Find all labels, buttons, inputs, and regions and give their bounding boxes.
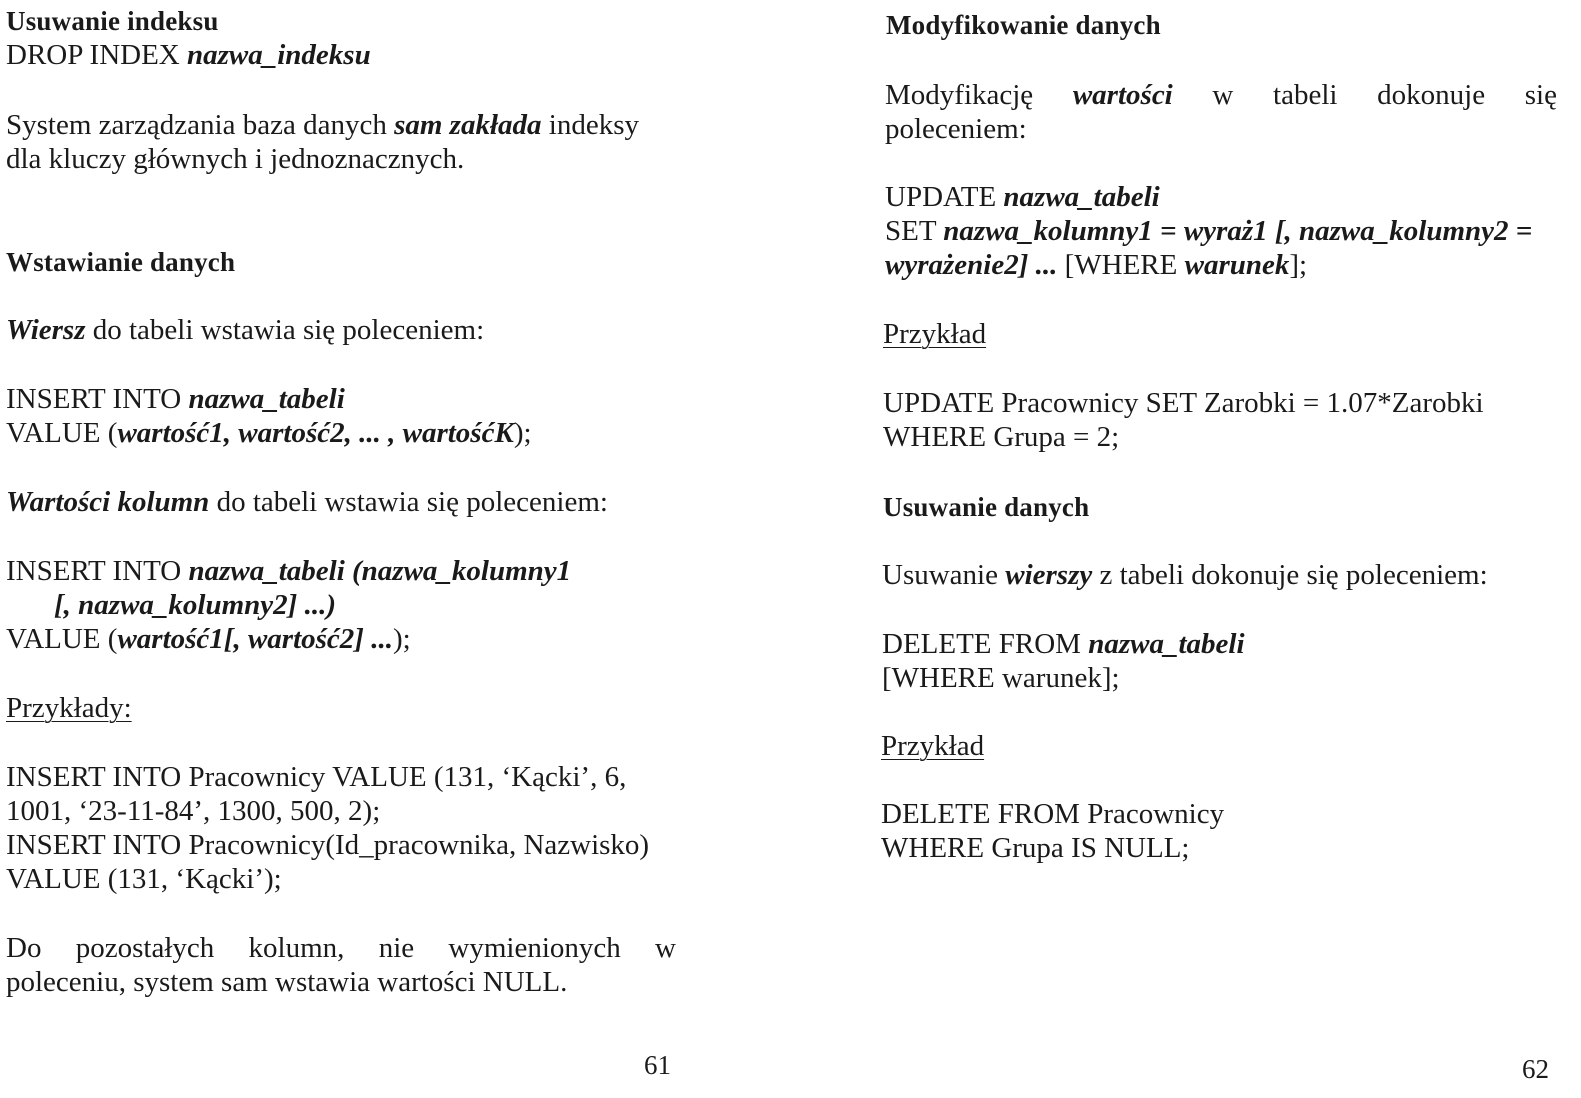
drop-index-heading: Usuwanie indeksu (6, 6, 219, 36)
update-intro-word: się (1524, 79, 1557, 111)
note-word: nie (378, 932, 415, 964)
insert-row-intro (6, 313, 484, 347)
insert-cols-args: nazwa_tabeli (nazwa_kolumny1 (188, 555, 572, 587)
insert-note-line2: poleceniu, system sam wstawia wartości NULL. (6, 966, 568, 998)
update-intro-word: w (1212, 79, 1234, 111)
update-table-arg: nazwa_tabeli (1003, 181, 1160, 213)
value-cols-keyword: VALUE ( (6, 623, 118, 655)
drop-index-keyword: DROP INDEX (6, 39, 187, 71)
drop-index-argument: nazwa_indeksu (186, 39, 371, 71)
update-intro-word: tabeli (1273, 79, 1338, 111)
delete-syntax-line2: [WHERE warunek]; (882, 662, 1120, 694)
delete-intro-a: Usuwanie (882, 559, 1006, 591)
update-intro-word: dokonuje (1377, 79, 1486, 111)
auto-index-line1 (6, 108, 639, 142)
delete-example-line2: WHERE Grupa IS NULL; (881, 832, 1190, 864)
update-intro-line1 (885, 78, 1557, 112)
update-intro-emphasis: wartości (1072, 79, 1173, 111)
note-word: pozostałych (75, 932, 215, 964)
set-args-cont: wyrażenie2] ... (885, 249, 1058, 281)
update-example-line2: WHERE Grupa = 2; (883, 421, 1120, 453)
insert-examples-label: Przykłady: (6, 692, 132, 724)
insert-row-text: do tabeli wstawia się poleceniem: (85, 314, 485, 346)
note-word: Do (6, 932, 42, 964)
value-cols-end: ); (392, 623, 411, 655)
update-heading: Modyfikowanie danych (886, 10, 1161, 40)
insert-cols-text: do tabeli wstawia się poleceniem: (209, 486, 608, 518)
page-number-left: 61 (644, 1050, 671, 1080)
insert-example-line2: 1001, ‘23-11-84’, 1300, 500, 2); (6, 795, 381, 827)
value-cols-args: wartość1[, wartość2] ... (117, 623, 393, 655)
insert-table-arg: nazwa_tabeli (188, 383, 345, 415)
delete-example-line1: DELETE FROM Pracownicy (881, 798, 1225, 830)
insert-syntax-line2 (6, 416, 532, 450)
delete-intro-c: z tabeli dokonuje się poleceniem: (1092, 559, 1488, 591)
insert-example-line1: INSERT INTO Pracownicy VALUE (131, ‘Kącki’, 6, (6, 761, 627, 793)
update-syntax-line3 (885, 248, 1307, 282)
insert-example-line3: INSERT INTO Pracownicy(Id_pracownika, Nazwisko) (6, 829, 650, 861)
insert-note-line1 (6, 931, 676, 965)
insert-example-line4: VALUE (131, ‘Kącki’); (6, 863, 282, 895)
delete-intro-emphasis: wierszy (1005, 559, 1093, 591)
note-word: w (655, 932, 676, 964)
value-end: ); (513, 417, 532, 449)
where-keyword: [WHERE (1057, 249, 1185, 281)
update-keyword: UPDATE (885, 181, 1004, 213)
where-arg: warunek (1184, 249, 1290, 281)
insert-cols-emphasis: Wartości kolumn (6, 486, 210, 518)
update-syntax-line1 (885, 180, 1160, 214)
update-example-line1: UPDATE Pracownicy SET Zarobki = 1.07*Zarobki (883, 387, 1484, 419)
insert-cols-syntax-line1 (6, 554, 571, 588)
update-syntax-line2 (885, 214, 1532, 248)
auto-index-text-a: System zarządzania baza danych (6, 109, 395, 141)
page-number-right: 62 (1522, 1054, 1549, 1084)
set-args: nazwa_kolumny1 = wyraż1 [, nazwa_kolumny2 = (943, 215, 1533, 247)
where-end: ]; (1289, 249, 1308, 281)
delete-heading: Usuwanie danych (883, 492, 1090, 522)
delete-table-arg: nazwa_tabeli (1088, 628, 1245, 660)
insert-syntax-line1 (6, 382, 345, 416)
update-intro-line2: poleceniem: (885, 113, 1027, 145)
value-args: wartość1, wartość2, ... , wartośćK (117, 417, 514, 449)
insert-cols-keyword: INSERT INTO (6, 555, 189, 587)
auto-index-emphasis: sam zakłada (394, 109, 542, 141)
drop-index-syntax (6, 38, 371, 72)
insert-keyword: INSERT INTO (6, 383, 189, 415)
delete-example-label: Przykład (881, 730, 985, 762)
update-example-label: Przykład (883, 318, 987, 350)
auto-index-line2: dla kluczy głównych i jednoznacznych. (6, 143, 465, 175)
insert-cols-syntax-line2: [, nazwa_kolumny2] ...) (54, 589, 336, 621)
delete-intro (882, 558, 1488, 592)
insert-heading: Wstawianie danych (6, 247, 236, 277)
auto-index-text-c: indeksy (541, 109, 639, 141)
note-word: kolumn, (248, 932, 345, 964)
value-keyword: VALUE ( (6, 417, 118, 449)
note-word: wymienionych (448, 932, 621, 964)
delete-syntax-line1 (882, 627, 1245, 661)
delete-keyword: DELETE FROM (882, 628, 1089, 660)
insert-row-emphasis: Wiersz (6, 314, 86, 346)
update-intro-word: Modyfikację (885, 79, 1034, 111)
insert-cols-syntax-line3 (6, 622, 411, 656)
insert-cols-intro (6, 485, 608, 519)
set-keyword: SET (885, 215, 944, 247)
